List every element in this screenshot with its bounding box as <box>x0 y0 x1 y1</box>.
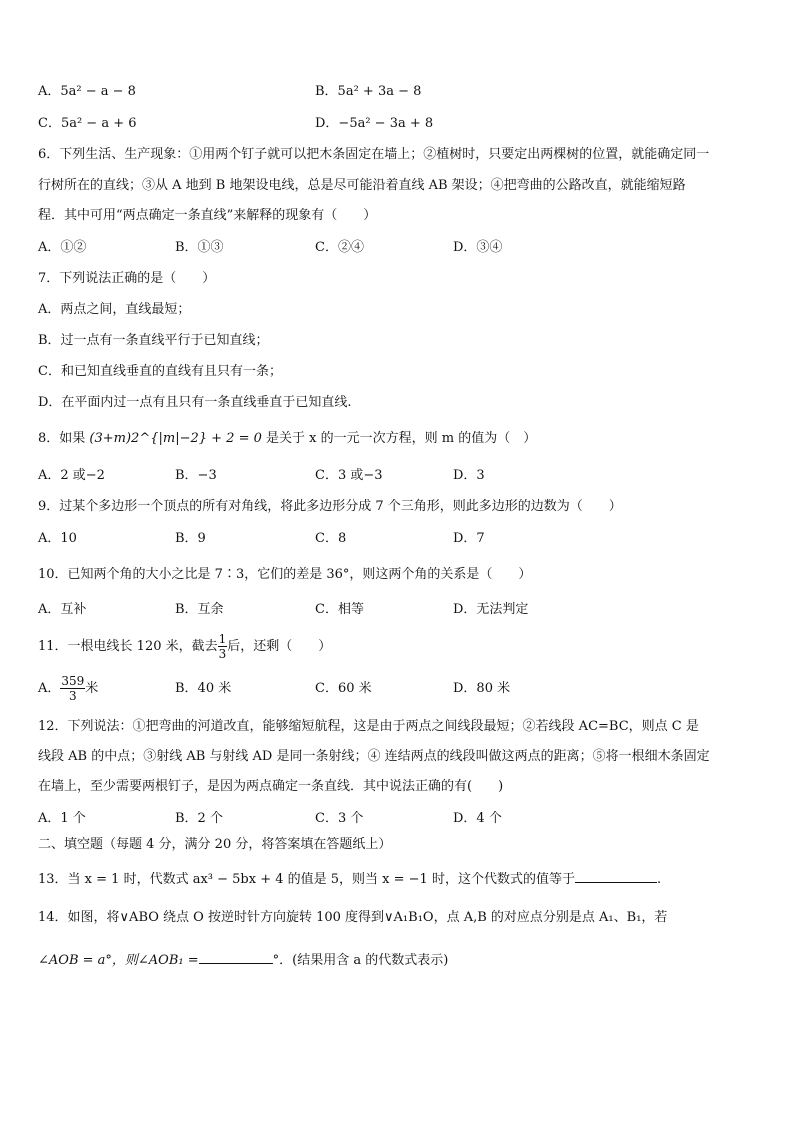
q5-option-c: C．5a² − a + 6 <box>38 116 137 131</box>
q11-option-a-label: A． <box>38 681 61 696</box>
q8-post: 是关于 x 的一元一次方程，则 m 的值为（ ） <box>266 431 537 446</box>
q12-option-c: C．3 个 <box>315 811 364 826</box>
q14-line-2-post: °．(结果用含 a 的代数式表示) <box>272 953 449 968</box>
q8-pre: 8．如果 <box>38 431 86 446</box>
q13-pre: 13．当 x = 1 时，代数式 ax³ − 5bx + 4 的值是 5，则当 x = −1 时，这个代数式的值等于 <box>38 872 575 887</box>
q8-stem <box>38 429 536 449</box>
q9-stem: 9．过某个多边形一个顶点的所有对角线，将此多边形分成 7 个三角形，则此多边形的边数为（ ） <box>38 499 622 514</box>
q10-option-a: A．互补 <box>38 602 87 617</box>
q13-stem <box>38 868 661 890</box>
q8-option-c: C．3 或−3 <box>315 468 383 483</box>
q6-option-d: D．③④ <box>453 240 503 255</box>
q13-answer-blank <box>575 868 657 883</box>
q14-line-1: 14．如图，将∨ABO 绕点 O 按逆时针方向旋转 100 度得到∨A₁B₁O，点 A,B 的对应点分别是点 A₁、B₁，若 <box>38 910 668 925</box>
q12-line-2: 线段 AB 的中点；③射线 AB 与射线 AD 是同一条射线；④ 连结两点的线段叫做这两点的距离；⑤将一根细木条固定 <box>38 749 710 764</box>
q7-option-b: B．过一点有一条直线平行于已知直线； <box>38 333 269 348</box>
q11-option-a-unit: 米 <box>85 681 99 696</box>
q9-option-d: D．7 <box>453 531 485 546</box>
q10-stem: 10．已知两个角的大小之比是 7∶3，它们的差是 36°，则这两个角的关系是（ ） <box>38 567 532 582</box>
q11-fraction-numerator: 1 <box>218 632 227 646</box>
q10-option-d: D．无法判定 <box>453 602 529 617</box>
q14-answer-blank <box>199 949 273 964</box>
q9-option-b: B．9 <box>175 531 206 546</box>
q11-option-b: B．40 米 <box>175 681 232 696</box>
q11-option-c: C．60 米 <box>315 681 372 696</box>
q11-option-a <box>38 672 98 706</box>
q6-line-2: 行树所在的直线；③从 A 地到 B 地架设电线，总是尽可能沿着直线 AB 架设；④把弯曲的公路改直，就能缩短路 <box>38 178 686 193</box>
q12-line-3: 在墙上，至少需要两根钉子，是因为两点确定一条直线．其中说法正确的有( ) <box>38 779 504 794</box>
q6-option-a: A．①② <box>38 240 87 255</box>
q12-line-1: 12．下列说法：①把弯曲的河道改直，能够缩短航程，这是由于两点之间线段最短；②若线段 AC=BC，则点 C 是 <box>38 719 699 734</box>
q11-option-a-fraction <box>60 674 85 703</box>
q6-line-3: 程．其中可用“两点确定一条直线”来解释的现象有（ ） <box>38 208 377 223</box>
q12-option-d: D．4 个 <box>453 811 502 826</box>
q5-option-d: D．−5a² − 3a + 8 <box>315 116 434 131</box>
q12-option-a: A．1 个 <box>38 811 86 826</box>
q5-option-b: B．5a² + 3a − 8 <box>315 84 422 99</box>
q11-pre: 11．一根电线长 120 米，截去 <box>38 639 218 654</box>
q9-option-c: C．8 <box>315 531 347 546</box>
q8-option-d: D．3 <box>453 468 485 483</box>
q11-fraction <box>218 632 228 661</box>
q12-option-b: B．2 个 <box>175 811 223 826</box>
q11-option-a-denominator: 3 <box>69 689 77 703</box>
q7-stem: 7．下列说法正确的是（ ） <box>38 271 216 286</box>
q11-post: 后，还剩（ ） <box>227 639 332 654</box>
q7-option-c: C．和已知直线垂直的直线有且只有一条； <box>38 364 282 379</box>
q10-option-b: B．互余 <box>175 602 224 617</box>
q6-line-1: 6．下列生活、生产现象：①用两个钉子就可以把木条固定在墙上；②植树时，只要定出两棵树的位置，就能确定同一 <box>38 147 710 162</box>
q13-post: . <box>656 872 662 887</box>
q10-option-c: C．相等 <box>315 602 364 617</box>
q14-line-2 <box>38 949 448 971</box>
q11-fraction-denominator: 3 <box>218 647 227 661</box>
q7-option-d: D．在平面内过一点有且只有一条直线垂直于已知直线. <box>38 395 352 410</box>
q11-option-d: D．80 米 <box>453 681 511 696</box>
q11-stem <box>38 630 331 664</box>
q7-option-a: A．两点之间，直线最短； <box>38 302 191 317</box>
q11-option-a-numerator: 359 <box>61 674 85 688</box>
q6-option-b: B．①③ <box>175 240 224 255</box>
q8-option-a: A．2 或−2 <box>38 468 105 483</box>
q14-line-2-pre: ∠AOB = a°，则∠AOB₁ = <box>38 953 199 968</box>
section-heading-fill-in: 二、填空题（每题 4 分，满分 20 分，将答案填在答题纸上） <box>38 837 392 852</box>
q6-option-c: C．②④ <box>315 240 364 255</box>
q5-option-a: A．5a² − a − 8 <box>38 84 136 99</box>
q9-option-a: A．10 <box>38 531 77 546</box>
q8-option-b: B．−3 <box>175 468 217 483</box>
q8-formula: (3+m)2^{|m|−2} + 2 = 0 <box>89 431 262 446</box>
